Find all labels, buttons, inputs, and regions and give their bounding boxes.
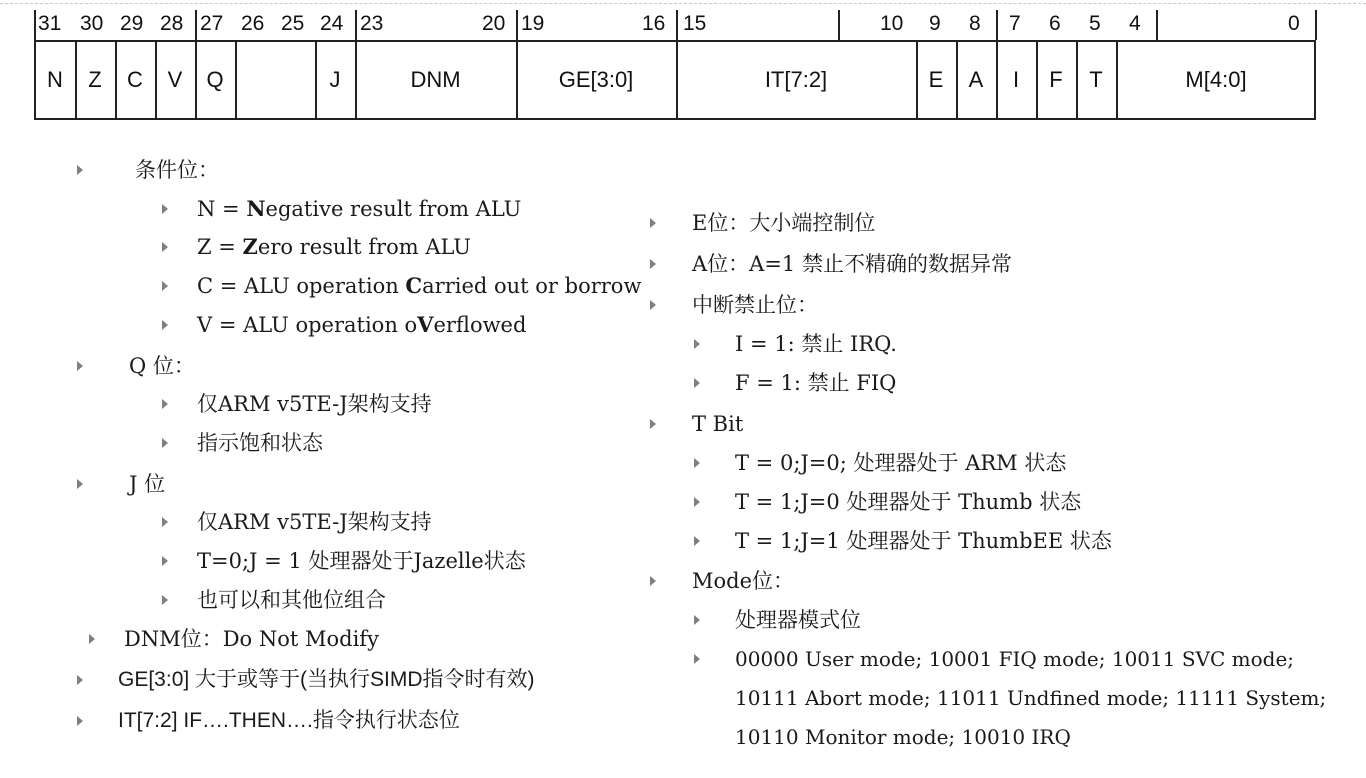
j-bit-title: J 位 (129, 472, 166, 496)
bit-26-label: 26 (241, 12, 265, 35)
bit-8-label: 8 (969, 12, 981, 35)
bit-10-label: 10 (880, 12, 904, 35)
cond-n-text: N = Negative result from ALU (197, 196, 522, 221)
field-ge: GE[3:0] (558, 67, 634, 92)
mode-item-2-line-3: 10110 Monitor mode; 10010 IRQ (735, 725, 1071, 749)
tick (355, 10, 357, 40)
irq-i-text: I = 1: 禁止 IRQ. (735, 332, 897, 356)
bullet-icon (694, 339, 700, 349)
cond-v-text: V = ALU operation oVerflowed (197, 312, 527, 337)
t-bit-item-1: T = 0;J=0; 处理器处于 ARM 状态 (735, 451, 1067, 475)
q-bit-item-1: 仅ARM v5TE-J架构支持 (197, 392, 432, 416)
bullet-icon (162, 281, 168, 291)
tick (516, 10, 518, 40)
tick (676, 10, 678, 40)
field-v: V (167, 67, 183, 92)
bullet-icon (694, 654, 700, 664)
field-t: T (1089, 67, 1103, 92)
bullet-icon (694, 497, 700, 507)
bullet-icon (162, 438, 168, 448)
bullet-icon (77, 716, 83, 726)
bullet-icon (162, 556, 168, 566)
bullet-icon (650, 576, 656, 586)
e-bit-text: E位：大小端控制位 (692, 211, 876, 235)
tick (34, 10, 36, 40)
dnm-bit-text: DNM位：Do Not Modify (124, 627, 379, 651)
bit-23-label: 23 (360, 12, 384, 35)
t-bit-item-3: T = 1;J=1 处理器处于 ThumbEE 状态 (735, 529, 1112, 553)
bullet-icon (694, 536, 700, 546)
field-j: J (329, 67, 341, 92)
mode-item-2-line-1: 00000 User mode; 10001 FIQ mode; 10011 SVC mode; (735, 647, 1295, 671)
a-bit-text: A位：A=1 禁止不精确的数据异常 (692, 252, 1012, 276)
irq-f-text: F = 1: 禁止 FIQ (735, 371, 897, 395)
bullet-icon (162, 320, 168, 330)
bit-9-label: 9 (929, 12, 941, 35)
irq-disable-title: 中断禁止位： (692, 293, 818, 317)
bit-30-label: 30 (80, 12, 104, 35)
bullet-icon (162, 399, 168, 409)
bullet-icon (694, 615, 700, 625)
bit-15-label: 15 (683, 12, 707, 35)
field-e: E (928, 67, 944, 92)
cond-bits-title: 条件位： (135, 158, 219, 182)
bit-20-label: 20 (482, 12, 506, 35)
field-dnm: DNM (410, 67, 461, 92)
mode-item-1: 处理器模式位 (735, 608, 861, 632)
field-z: Z (88, 67, 102, 92)
bit-5-label: 5 (1089, 12, 1101, 35)
bit-29-label: 29 (120, 12, 144, 35)
field-i: I (1012, 67, 1020, 92)
field-q: Q (206, 67, 224, 92)
tick (195, 10, 197, 40)
bit-19-label: 19 (521, 12, 545, 35)
field-n: N (47, 67, 63, 92)
ge-bits-text: GE[3:0] 大于或等于(当执行SIMD指令时有效) (118, 668, 535, 691)
bullet-icon (650, 300, 656, 310)
bullet-icon (694, 378, 700, 388)
bullet-icon (650, 259, 656, 269)
field-f: F (1049, 67, 1063, 92)
bullet-icon (77, 479, 83, 489)
field-it: IT[7:2] (764, 67, 828, 92)
field-divider (235, 40, 237, 120)
t-bit-title: T Bit (692, 412, 744, 436)
cond-c-text: C = ALU operation Carried out or borrow (197, 273, 642, 298)
bullet-icon (77, 675, 83, 685)
j-bit-item-3: 也可以和其他位组合 (197, 588, 386, 612)
tick (996, 10, 998, 40)
bullet-icon (89, 634, 95, 644)
bullet-icon (162, 517, 168, 527)
bullet-icon (77, 361, 83, 371)
bullet-icon (162, 595, 168, 605)
q-bit-item-2: 指示饱和状态 (197, 431, 323, 455)
mode-bits-title: Mode位： (692, 569, 795, 593)
bullet-icon (650, 218, 656, 228)
bit-6-label: 6 (1049, 12, 1061, 35)
tick (1315, 10, 1317, 40)
it-bits-text: IT[7:2] IF….THEN….指令执行状态位 (118, 709, 460, 732)
bit-7-label: 7 (1009, 12, 1021, 35)
bit-27-label: 27 (200, 12, 224, 35)
j-bit-item-1: 仅ARM v5TE-J架构支持 (197, 510, 432, 534)
bit-25-label: 25 (281, 12, 305, 35)
bit-24-label: 24 (320, 12, 344, 35)
t-bit-item-2: T = 1;J=0 处理器处于 Thumb 状态 (735, 490, 1082, 514)
bit-0-label: 0 (1288, 12, 1300, 35)
cond-z-text: Z = Zero result from ALU (197, 234, 471, 259)
j-bit-item-2: T=0;J = 1 处理器处于Jazelle状态 (197, 549, 526, 573)
bullet-icon (650, 419, 656, 429)
bullet-icon (162, 204, 168, 214)
mode-item-2-line-2: 10111 Abort mode; 11011 Undfined mode; 11111 System; (735, 686, 1327, 710)
tick (838, 10, 840, 40)
bit-31-label: 31 (38, 12, 62, 35)
bullet-icon (162, 242, 168, 252)
bit-28-label: 28 (160, 12, 184, 35)
field-c: C (127, 67, 143, 92)
bit-4-label: 4 (1129, 12, 1141, 35)
field-a: A (968, 67, 984, 92)
bullet-icon (77, 165, 83, 175)
cpsr-register-diagram (0, 0, 1366, 130)
q-bit-title: Q 位： (129, 354, 195, 378)
tick (1156, 10, 1158, 40)
field-m: M[4:0] (1185, 67, 1247, 92)
bullet-icon (694, 458, 700, 468)
bit-16-label: 16 (642, 12, 666, 35)
